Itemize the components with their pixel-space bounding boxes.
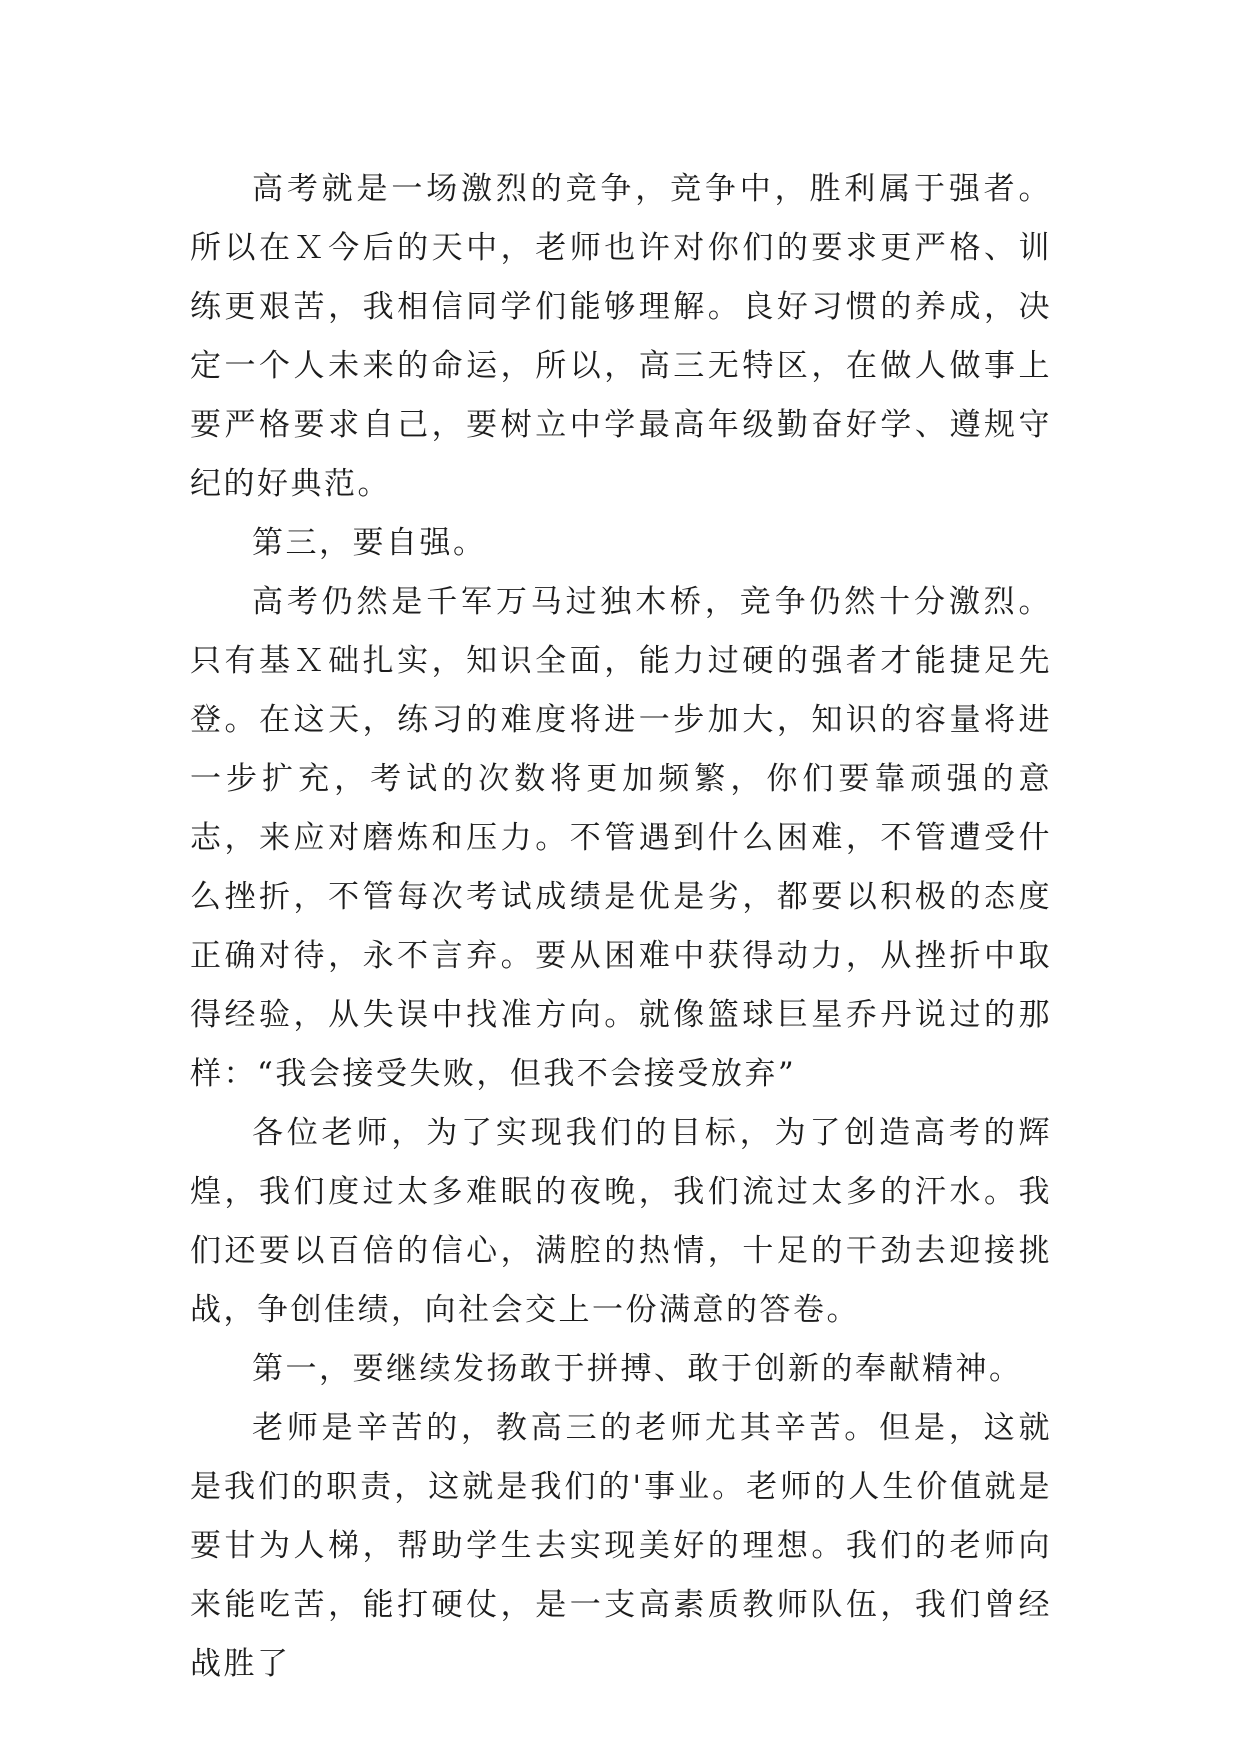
document-body: [190, 160, 1052, 1694]
paragraph-heading-first: 第一，要继续发扬敢于拼搏、敢于创新的奉献精神。: [252, 1351, 1023, 1387]
paragraph-heading-third: 第三，要自强。: [252, 525, 487, 561]
paragraph-competition: 高考就是一场激烈的竞争，竞争中，胜利属于强者。所以在Ｘ今后的天中，老师也许对你们的要求更严格、训练更艰苦，我相信同学们能够理解。良好习惯的养成，决定一个人未来的命运，所以，高三无特区，在做人做事上要严格要求自己，要树立中学最高年级勤奋好学、遵规守纪的好典范。: [190, 171, 1052, 502]
paragraph-teachers: 各位老师，为了实现我们的目标，为了创造高考的辉煌，我们度过太多难眠的夜晚，我们流过太多的汗水。我们还要以百倍的信心，满腔的热情，十足的干劲去迎接挑战，争创佳绩，向社会交上一份满意的答卷。: [190, 1115, 1052, 1328]
paragraph-teacher-duty: 老师是辛苦的，教高三的老师尤其辛苦。但是，这就是我们的职责，这就是我们的'事业。老师的人生价值就是要甘为人梯，帮助学生去实现美好的理想。我们的老师向来能吃苦，能打硬仗，是一支高素质教师队伍，我们曾经战胜了: [190, 1410, 1052, 1682]
paragraph-self-strength: 高考仍然是千军万马过独木桥，竞争仍然十分激烈。只有基Ｘ础扎实，知识全面，能力过硬的强者才能捷足先登。在这天，练习的难度将进一步加大，知识的容量将进一步扩充，考试的次数将更加频繁，你们要靠顽强的意志，来应对磨炼和压力。不管遇到什么困难，不管遭受什么挫折，不管每次考试成绩是优是劣，都要以积极的态度正确对待，永不言弃。要从困难中获得动力，从挫折中取得经验，从失误中找准方向。就像篮球巨星乔丹说过的那样：“我会接受失败，但我不会接受放弃”: [190, 584, 1052, 1092]
